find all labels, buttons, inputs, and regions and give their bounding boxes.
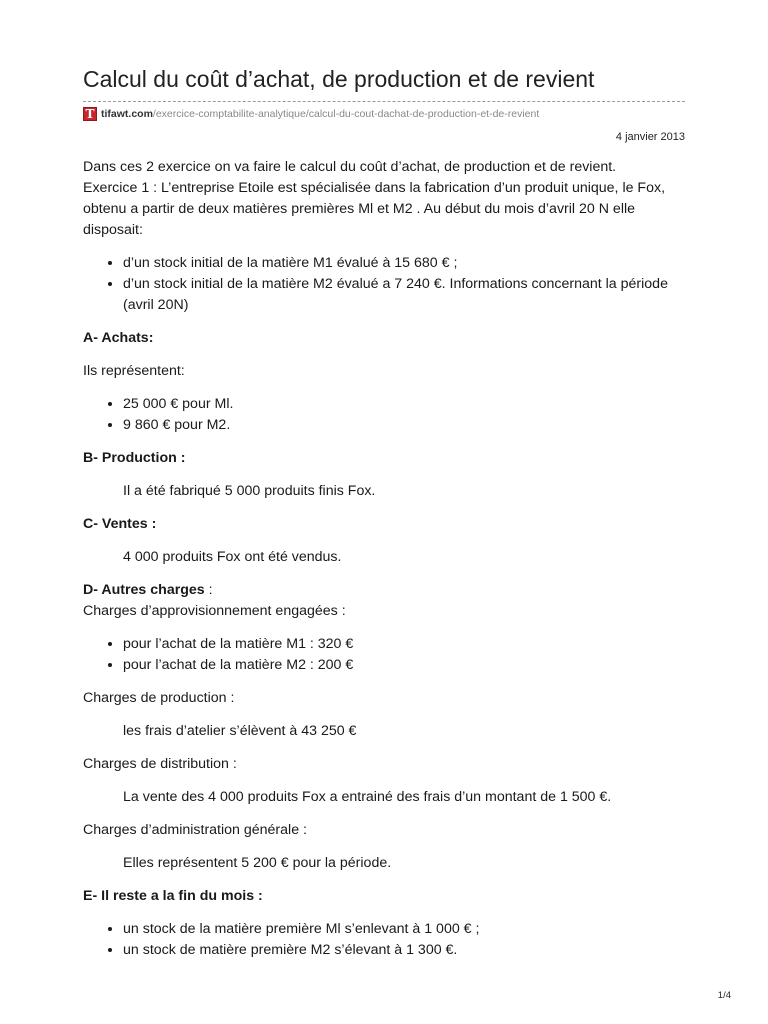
dist-charges-text: La vente des 4 000 produits Fox a entrainé des frais d’un montant de 1 500 €. bbox=[123, 789, 612, 805]
ventes-text: 4 000 produits Fox ont été vendus. bbox=[123, 549, 342, 565]
source-url[interactable] bbox=[83, 106, 539, 122]
achats-list bbox=[83, 394, 683, 436]
achats-text: Ils représentent: bbox=[83, 363, 185, 379]
appro-label: Charges d’approvisionnement engagées : bbox=[83, 603, 346, 619]
admin-charges-text: Elles représentent 5 200 € pour la période. bbox=[123, 855, 392, 871]
tifawt-logo-icon: T bbox=[83, 107, 97, 121]
intro-line-2: Exercice 1 : L’entreprise Etoile est spécialisée dans la fabrication d’un produit unique, le Fox, obtenu a partir de deux matières premières Ml et M2 . Au début du mois d’avril 20 N elle disposait: bbox=[83, 180, 666, 238]
reste-list bbox=[83, 919, 683, 961]
section-heading-production: B- Production : bbox=[83, 450, 186, 466]
intro-line-1: Dans ces 2 exercice on va faire le calcul du coût d’achat, de production et de revient. bbox=[83, 159, 617, 175]
list-item: • pour l’achat de la matière M1 : 320 € bbox=[123, 634, 683, 655]
list-item: • d’un stock initial de la matière M1 évalué à 15 680 € ; bbox=[123, 253, 683, 274]
article-body bbox=[83, 157, 683, 973]
autres-heading-colon: : bbox=[204, 582, 213, 598]
section-heading-autres-charges bbox=[83, 580, 683, 601]
publish-date: 4 janvier 2013 bbox=[615, 131, 685, 143]
source-path[interactable]: /exercice-comptabilite-analytique/calcul-du-cout-dachat-de-production-et-de-revient bbox=[152, 108, 540, 120]
list-item: • pour l’achat de la matière M2 : 200 € bbox=[123, 655, 683, 676]
list-item: • d’un stock initial de la matière M2 évalué a 7 240 €. Informations concernant la période (avril 20N) bbox=[123, 274, 683, 316]
page-number: 1/4 bbox=[717, 990, 731, 1001]
list-item: • un stock de matière première M2 s’élevant à 1 300 €. bbox=[123, 940, 683, 961]
source-domain[interactable]: tifawt.com bbox=[101, 108, 153, 120]
autres-heading-label: D- Autres charges bbox=[83, 582, 205, 598]
section-heading-ventes: C- Ventes : bbox=[83, 516, 157, 532]
prod-charges-label: Charges de production : bbox=[83, 690, 235, 706]
page-title: Calcul du coût d’achat, de production et de revient bbox=[83, 66, 595, 92]
title-divider bbox=[83, 101, 685, 102]
dist-charges-label: Charges de distribution : bbox=[83, 756, 237, 772]
appro-list bbox=[83, 634, 683, 676]
admin-charges-label: Charges d’administration générale : bbox=[83, 822, 307, 838]
production-text: Il a été fabriqué 5 000 produits finis Fox. bbox=[123, 483, 376, 499]
list-item: • 9 860 € pour M2. bbox=[123, 415, 683, 436]
initial-stock-list bbox=[83, 253, 683, 316]
list-item: • un stock de la matière première Ml s’enlevant à 1 000 € ; bbox=[123, 919, 683, 940]
section-heading-achats: A- Achats: bbox=[83, 330, 154, 346]
list-item: • 25 000 € pour Ml. bbox=[123, 394, 683, 415]
prod-charges-text: les frais d’atelier s’élèvent à 43 250 € bbox=[123, 723, 357, 739]
section-heading-reste: E- Il reste a la fin du mois : bbox=[83, 888, 263, 904]
